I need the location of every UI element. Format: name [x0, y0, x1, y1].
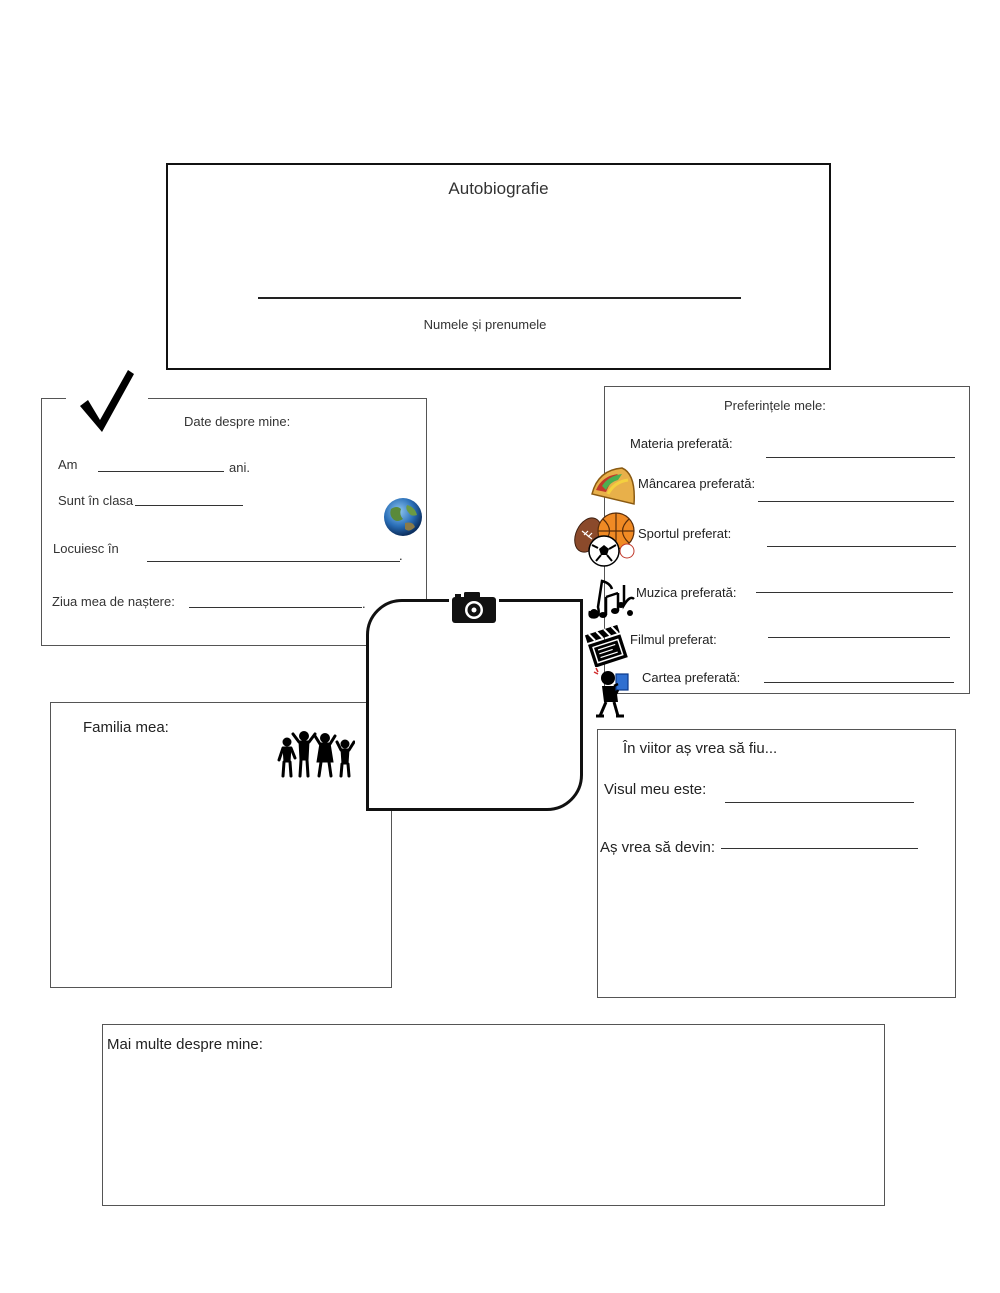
become-label: Aș vrea să devin:	[600, 839, 716, 856]
birthday-label: Ziua mea de naștere:	[52, 594, 175, 609]
pref-line-subject[interactable]	[766, 457, 955, 458]
music-notes-icon	[584, 575, 636, 621]
live-end: .	[399, 548, 403, 563]
photo-frame[interactable]	[366, 599, 583, 811]
name-line[interactable]	[258, 297, 741, 299]
become-line[interactable]	[721, 848, 918, 849]
dream-line[interactable]	[725, 802, 914, 803]
about-heading: Date despre mine:	[184, 414, 291, 429]
pref-label-music: Muzica preferată:	[636, 585, 737, 600]
pref-line-sport[interactable]	[767, 546, 956, 547]
pref-line-book[interactable]	[764, 682, 954, 683]
family-heading: Familia mea:	[83, 719, 169, 736]
sports-balls-icon	[572, 511, 640, 569]
pref-label-book: Cartea preferată:	[642, 670, 741, 685]
pref-line-food[interactable]	[758, 501, 954, 502]
checkmark-icon	[78, 368, 136, 434]
class-line[interactable]	[135, 505, 243, 506]
title-box	[166, 163, 831, 370]
name-caption: Numele și prenumele	[423, 317, 547, 332]
class-label: Sunt în clasa	[58, 493, 134, 508]
preferences-heading: Preferințele mele:	[724, 398, 826, 413]
dream-label: Visul meu este:	[604, 781, 707, 798]
pref-line-film[interactable]	[768, 637, 950, 638]
future-heading: În viitor aș vrea să fiu...	[623, 740, 778, 757]
film-clapper-icon	[585, 621, 629, 667]
birthday-end: .	[362, 596, 366, 611]
page-title: Autobiografie	[448, 179, 549, 198]
birthday-line[interactable]	[189, 607, 362, 608]
pref-label-food: Mâncarea preferată:	[638, 476, 756, 491]
age-prefix: Am	[58, 457, 78, 472]
more-heading: Mai multe despre mine:	[107, 1036, 263, 1053]
age-line[interactable]	[98, 471, 224, 472]
globe-icon	[383, 497, 423, 537]
age-suffix: ani.	[229, 460, 250, 475]
camera-icon	[449, 588, 499, 626]
live-label: Locuiesc în	[53, 541, 119, 556]
pref-label-film: Filmul preferat:	[630, 632, 717, 647]
live-line[interactable]	[147, 561, 400, 562]
pref-label-sport: Sportul preferat:	[638, 526, 732, 541]
taco-icon	[588, 464, 638, 512]
future-box	[597, 729, 956, 998]
reader-icon	[592, 666, 638, 720]
pref-line-music[interactable]	[756, 592, 953, 593]
pref-label-subject: Materia preferată:	[630, 436, 733, 451]
family-icon	[277, 730, 355, 778]
